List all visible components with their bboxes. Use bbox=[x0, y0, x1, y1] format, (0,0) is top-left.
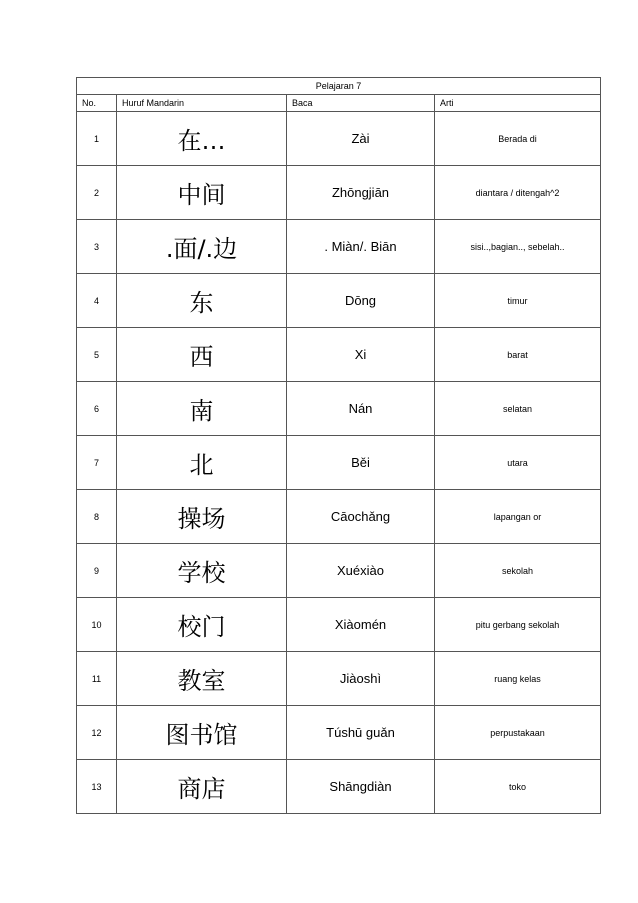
row-number: 7 bbox=[77, 436, 117, 490]
pinyin-cell: Cāochǎng bbox=[287, 490, 435, 544]
header-no: No. bbox=[77, 95, 117, 112]
row-number: 4 bbox=[77, 274, 117, 328]
table-row bbox=[77, 166, 601, 220]
table-row bbox=[77, 112, 601, 166]
pinyin-cell: Nán bbox=[287, 382, 435, 436]
meaning-cell: ruang kelas bbox=[435, 652, 601, 706]
hanzi-cell: 北 bbox=[117, 436, 287, 490]
row-number: 11 bbox=[77, 652, 117, 706]
pinyin-cell: Xi bbox=[287, 328, 435, 382]
row-number: 3 bbox=[77, 220, 117, 274]
row-number: 5 bbox=[77, 328, 117, 382]
pinyin-cell: Jiàoshì bbox=[287, 652, 435, 706]
meaning-cell: lapangan or bbox=[435, 490, 601, 544]
header-huruf-mandarin: Huruf Mandarin bbox=[117, 95, 287, 112]
hanzi-cell: 教室 bbox=[117, 652, 287, 706]
meaning-cell: toko bbox=[435, 760, 601, 814]
row-number: 10 bbox=[77, 598, 117, 652]
row-number: 9 bbox=[77, 544, 117, 598]
row-number: 8 bbox=[77, 490, 117, 544]
table-title: Pelajaran 7 bbox=[77, 78, 601, 95]
table-row bbox=[77, 598, 601, 652]
meaning-cell: sekolah bbox=[435, 544, 601, 598]
hanzi-cell: 操场 bbox=[117, 490, 287, 544]
table-row bbox=[77, 490, 601, 544]
header-row bbox=[77, 95, 601, 112]
pinyin-cell: Xuéxiào bbox=[287, 544, 435, 598]
hanzi-cell: 中间 bbox=[117, 166, 287, 220]
pinyin-cell: Zhōngjiān bbox=[287, 166, 435, 220]
hanzi-cell: 图书馆 bbox=[117, 706, 287, 760]
header-baca: Baca bbox=[287, 95, 435, 112]
table-row bbox=[77, 544, 601, 598]
row-number: 13 bbox=[77, 760, 117, 814]
vocabulary-table bbox=[76, 77, 601, 814]
hanzi-cell: .面/.边 bbox=[117, 220, 287, 274]
meaning-cell: barat bbox=[435, 328, 601, 382]
pinyin-cell: Shāngdiàn bbox=[287, 760, 435, 814]
table-row bbox=[77, 760, 601, 814]
hanzi-cell: 西 bbox=[117, 328, 287, 382]
meaning-cell: sisi..,bagian.., sebelah.. bbox=[435, 220, 601, 274]
hanzi-cell: 南 bbox=[117, 382, 287, 436]
row-number: 6 bbox=[77, 382, 117, 436]
header-arti: Arti bbox=[435, 95, 601, 112]
pinyin-cell: Túshū guǎn bbox=[287, 706, 435, 760]
meaning-cell: perpustakaan bbox=[435, 706, 601, 760]
pinyin-cell: Zài bbox=[287, 112, 435, 166]
table-row bbox=[77, 706, 601, 760]
meaning-cell: Berada di bbox=[435, 112, 601, 166]
hanzi-cell: 学校 bbox=[117, 544, 287, 598]
pinyin-cell: Běi bbox=[287, 436, 435, 490]
row-number: 2 bbox=[77, 166, 117, 220]
hanzi-cell: 商店 bbox=[117, 760, 287, 814]
table-row bbox=[77, 382, 601, 436]
hanzi-cell: 在… bbox=[117, 112, 287, 166]
pinyin-cell: Dōng bbox=[287, 274, 435, 328]
pinyin-cell: . Miàn/. Biān bbox=[287, 220, 435, 274]
meaning-cell: pitu gerbang sekolah bbox=[435, 598, 601, 652]
meaning-cell: timur bbox=[435, 274, 601, 328]
title-row bbox=[77, 78, 601, 95]
table-row bbox=[77, 220, 601, 274]
hanzi-cell: 校门 bbox=[117, 598, 287, 652]
hanzi-cell: 东 bbox=[117, 274, 287, 328]
table-row bbox=[77, 274, 601, 328]
meaning-cell: diantara / ditengah^2 bbox=[435, 166, 601, 220]
table-row bbox=[77, 652, 601, 706]
table-row bbox=[77, 328, 601, 382]
meaning-cell: selatan bbox=[435, 382, 601, 436]
pinyin-cell: Xiàomén bbox=[287, 598, 435, 652]
meaning-cell: utara bbox=[435, 436, 601, 490]
row-number: 12 bbox=[77, 706, 117, 760]
row-number: 1 bbox=[77, 112, 117, 166]
table-row bbox=[77, 436, 601, 490]
